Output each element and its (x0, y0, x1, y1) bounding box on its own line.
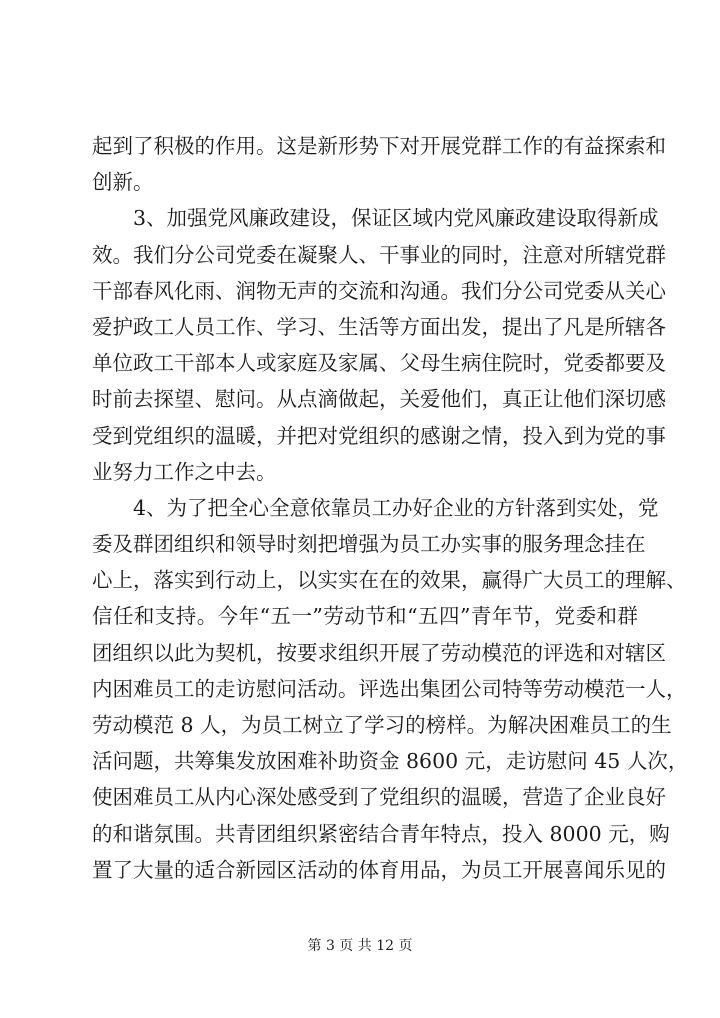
text-line: 使困难员工从内心深处感受到了党组织的温暖，营造了企业良好 (92, 785, 666, 810)
text-line: 团组织以此为契机，按要求组织开展了劳动模范的评选和对辖区 (92, 640, 666, 665)
text-line: 业努力工作之中去。 (92, 459, 277, 484)
page-number-footer: 第 3 页 共 12 页 (307, 938, 413, 954)
paragraph-first-line: 3、加强党风廉政建设，保证区域内党风廉政建设取得新成 (133, 206, 659, 231)
text-line: 时前去探望、慰问。从点滴做起，关爱他们，真正让他们深切感 (92, 387, 666, 412)
text-line: 创新。 (92, 170, 154, 195)
text-line: 置了大量的适合新园区活动的体育用品，为员工开展喜闻乐见的 (92, 857, 666, 882)
document-body (92, 128, 689, 888)
text-line: 信任和支持。今年“五一”劳动节和“五四”青年节，党委和群 (92, 604, 638, 629)
text-line: 内困难员工的走访慰问活动。评选出集团公司特等劳动模范一人， (92, 676, 687, 701)
text-line: 心上，落实到行动上，以实实在在的效果，赢得广大员工的理解、 (92, 568, 687, 593)
text-line: 单位政工干部本人或家庭及家属、父母生病住院时，党委都要及 (92, 351, 666, 376)
text-line: 活问题，共筹集发放困难补助资金 8600 元，走访慰问 45 人次， (92, 749, 689, 774)
text-line: 劳动模范 8 人，为员工树立了学习的榜样。为解决困难员工的生 (92, 713, 672, 737)
text-line: 受到党组织的温暖，并把对党组织的感谢之情，投入到为党的事 (92, 423, 666, 448)
text-line: 起到了积极的作用。这是新形势下对开展党群工作的有益探索和 (92, 134, 666, 158)
text-line: 的和谐氛围。共青团组织紧密结合青年特点，投入 8000 元，购 (92, 821, 670, 846)
text-line: 爱护政工人员工作、学习、生活等方面出发，提出了凡是所辖各 (92, 314, 666, 339)
text-line: 干部春风化雨、润物无声的交流和沟通。我们分公司党委从关心 (92, 278, 666, 303)
text-line: 委及群团组织和领导时刻把增强为员工办实事的服务理念挂在 (92, 532, 646, 557)
paragraph-first-line: 4、为了把全心全意依靠员工办好企业的方针落到实处，党 (133, 495, 659, 520)
text-line: 效。我们分公司党委在凝聚人、干事业的同时，注意对所辖党群 (92, 242, 666, 267)
